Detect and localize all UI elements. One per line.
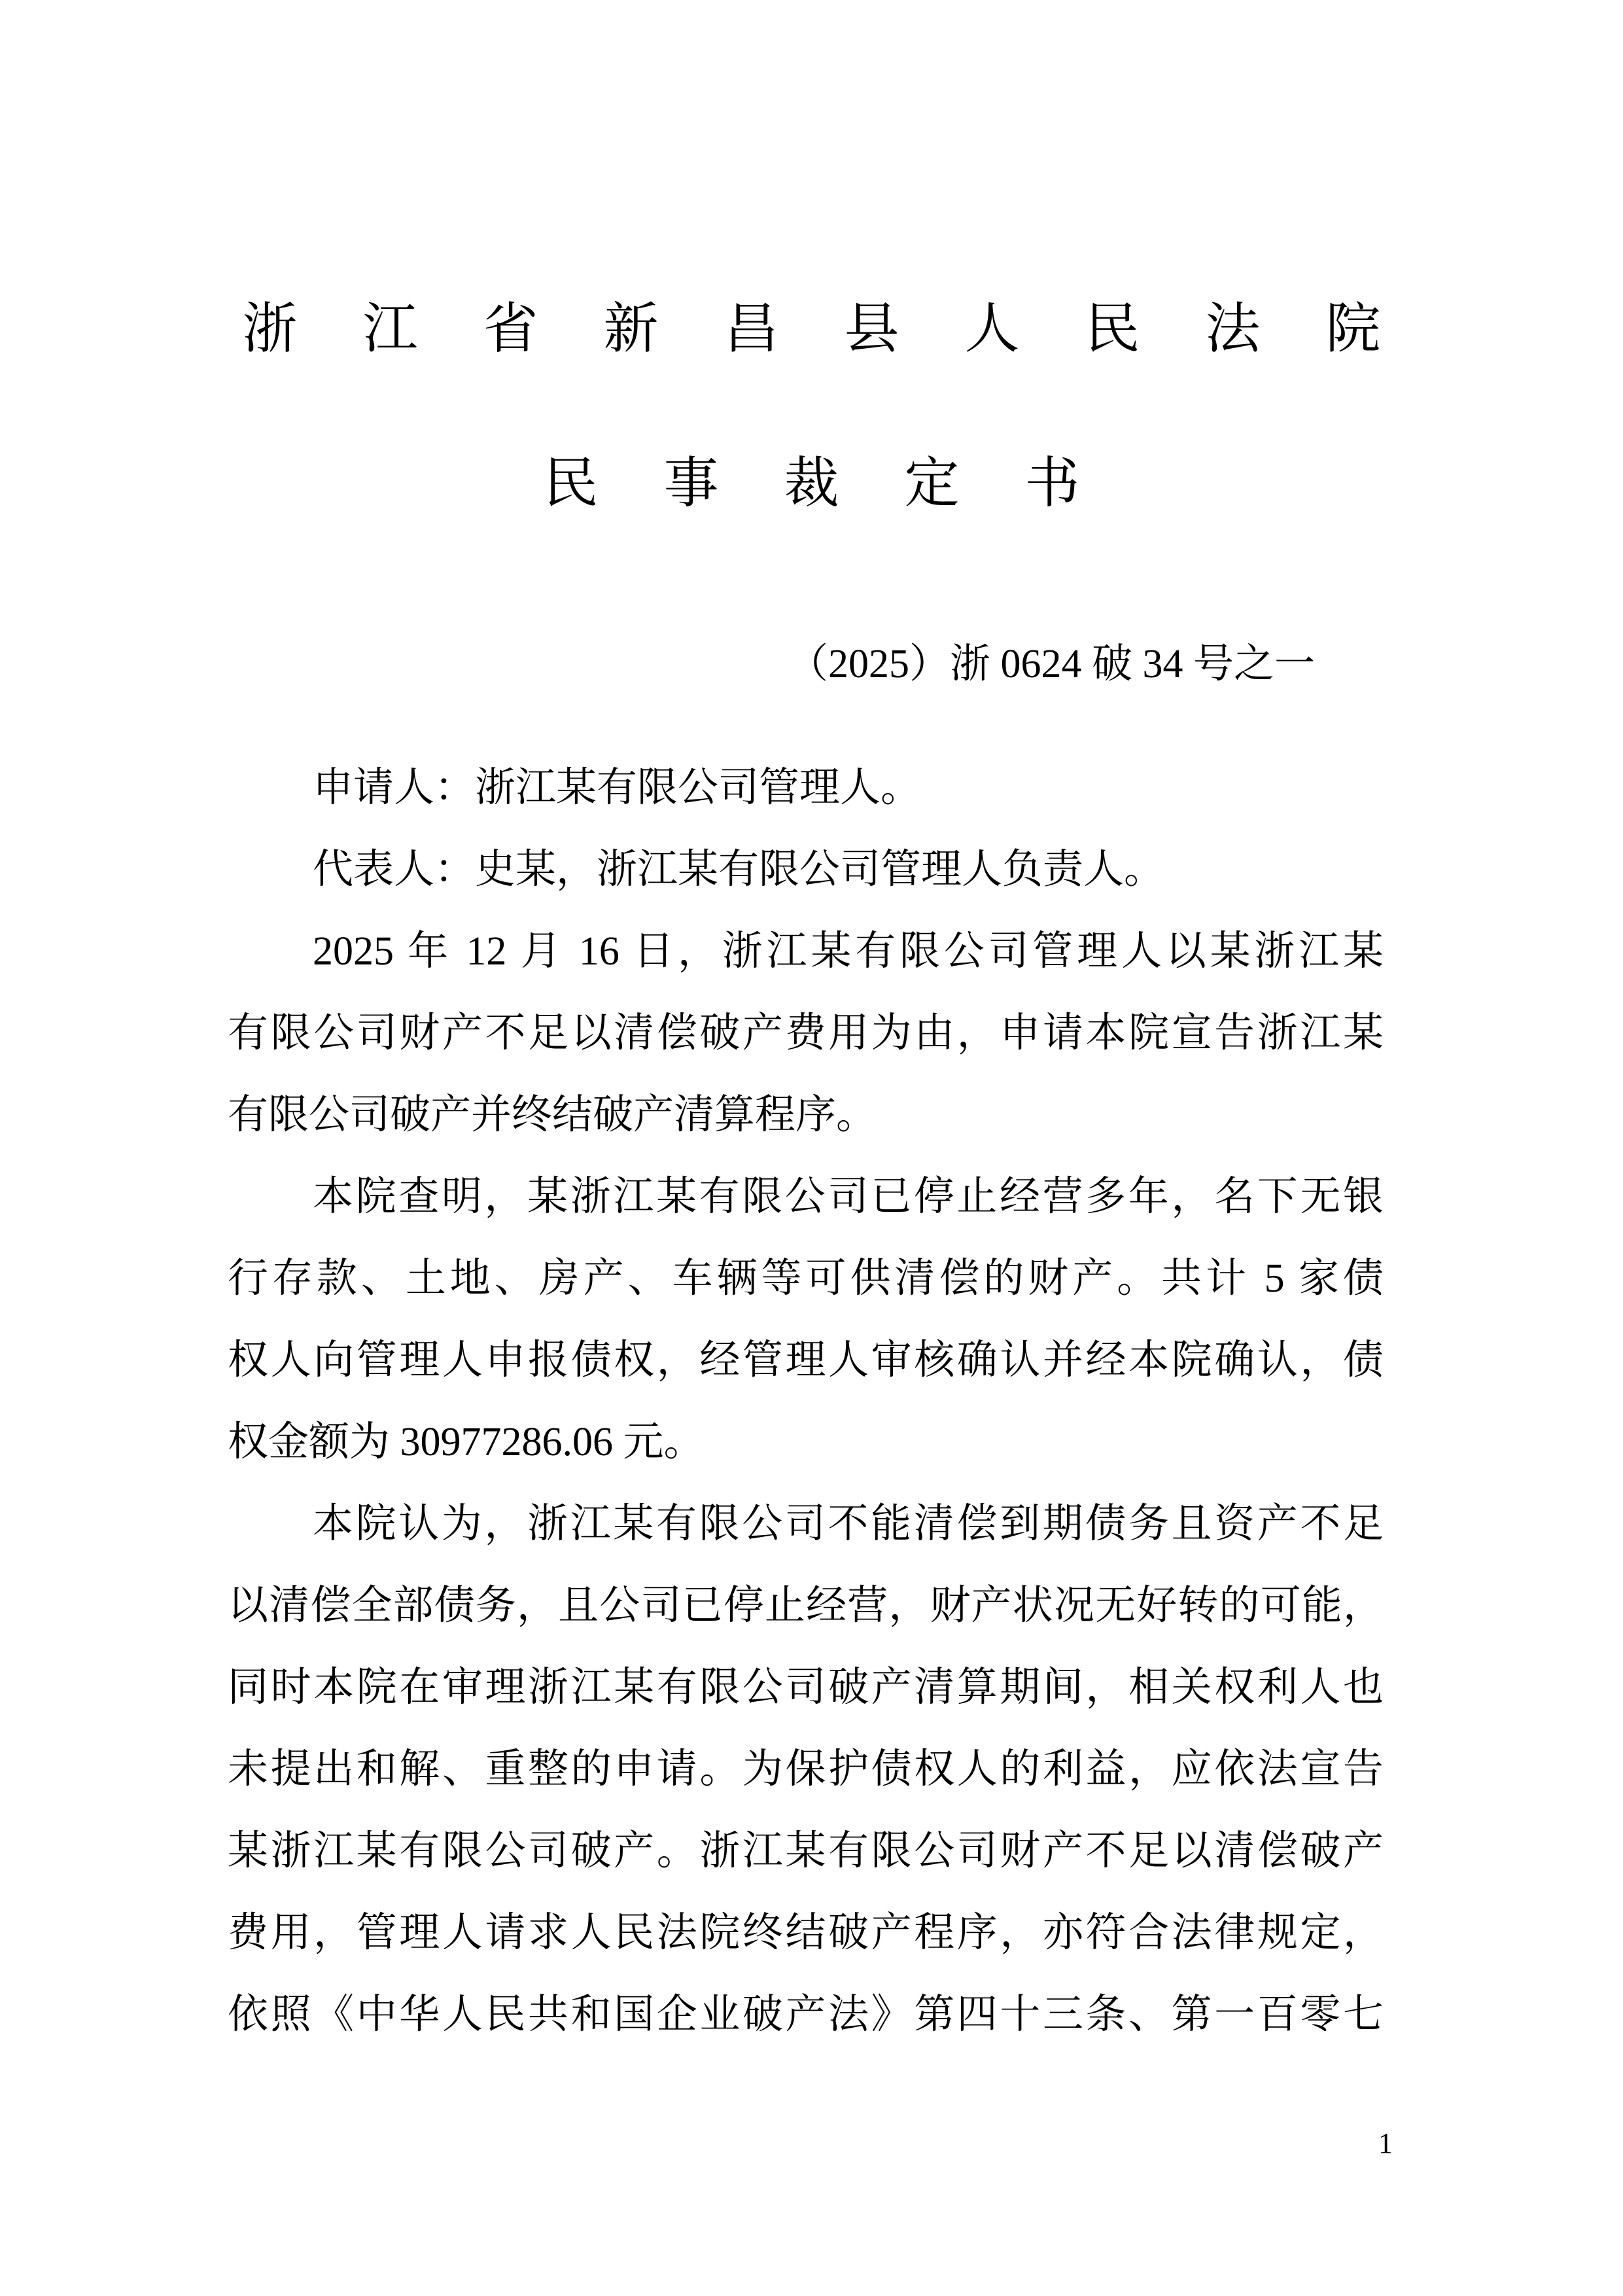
- body-line: 依照《中华人民共和国企业破产法》第四十三条、第一百零七: [228, 1992, 1384, 2037]
- court-name-text: 浙江省新昌县人民法院: [242, 299, 1446, 360]
- court-name-heading: [0, 300, 1623, 360]
- body-line: 同时本院在审理浙江某有限公司破产清算期间，相关权利人也: [228, 1665, 1384, 1710]
- body-line: 有限公司财产不足以清偿破产费用为由，申请本院宣告浙江某: [228, 1011, 1384, 1055]
- body-line: 未提出和解、重整的申请。为保护债权人的利益，应依法宣告: [228, 1747, 1384, 1792]
- document-body: [228, 747, 1384, 2056]
- body-line: 以清偿全部债务，且公司已停止经营，财产状况无好转的可能，: [228, 1583, 1384, 1628]
- body-line: 申请人：浙江某有限公司管理人。: [313, 766, 922, 810]
- body-line: 行存款、土地、房产、车辆等可供清偿的财产。共计 5 家债: [228, 1256, 1384, 1301]
- case-number: （2025）浙 0624 破 34 号之一: [787, 642, 1315, 686]
- body-line: 权人向管理人申报债权，经管理人审核确认并经本院确认，债: [228, 1338, 1384, 1383]
- body-line: 本院认为，浙江某有限公司不能清偿到期债务且资产不足: [313, 1502, 1384, 1546]
- body-line: 权金额为 30977286.06 元。: [228, 1420, 705, 1464]
- page-number: 1: [1378, 2127, 1393, 2159]
- body-line: 本院查明，某浙江某有限公司已停止经营多年，名下无银: [313, 1174, 1384, 1219]
- document-title-text: 民事裁定书: [543, 453, 1145, 514]
- body-line: 代表人：史某，浙江某有限公司管理人负责人。: [313, 847, 1165, 892]
- body-line: 费用，管理人请求人民法院终结破产程序，亦符合法律规定，: [228, 1911, 1384, 1955]
- body-line: 某浙江某有限公司破产。浙江某有限公司财产不足以清偿破产: [228, 1829, 1384, 1873]
- body-line: 2025 年 12 月 16 日，浙江某有限公司管理人以某浙江某: [313, 929, 1384, 974]
- body-line: 有限公司破产并终结破产清算程序。: [228, 1093, 877, 1137]
- document-title-heading: [0, 454, 1623, 514]
